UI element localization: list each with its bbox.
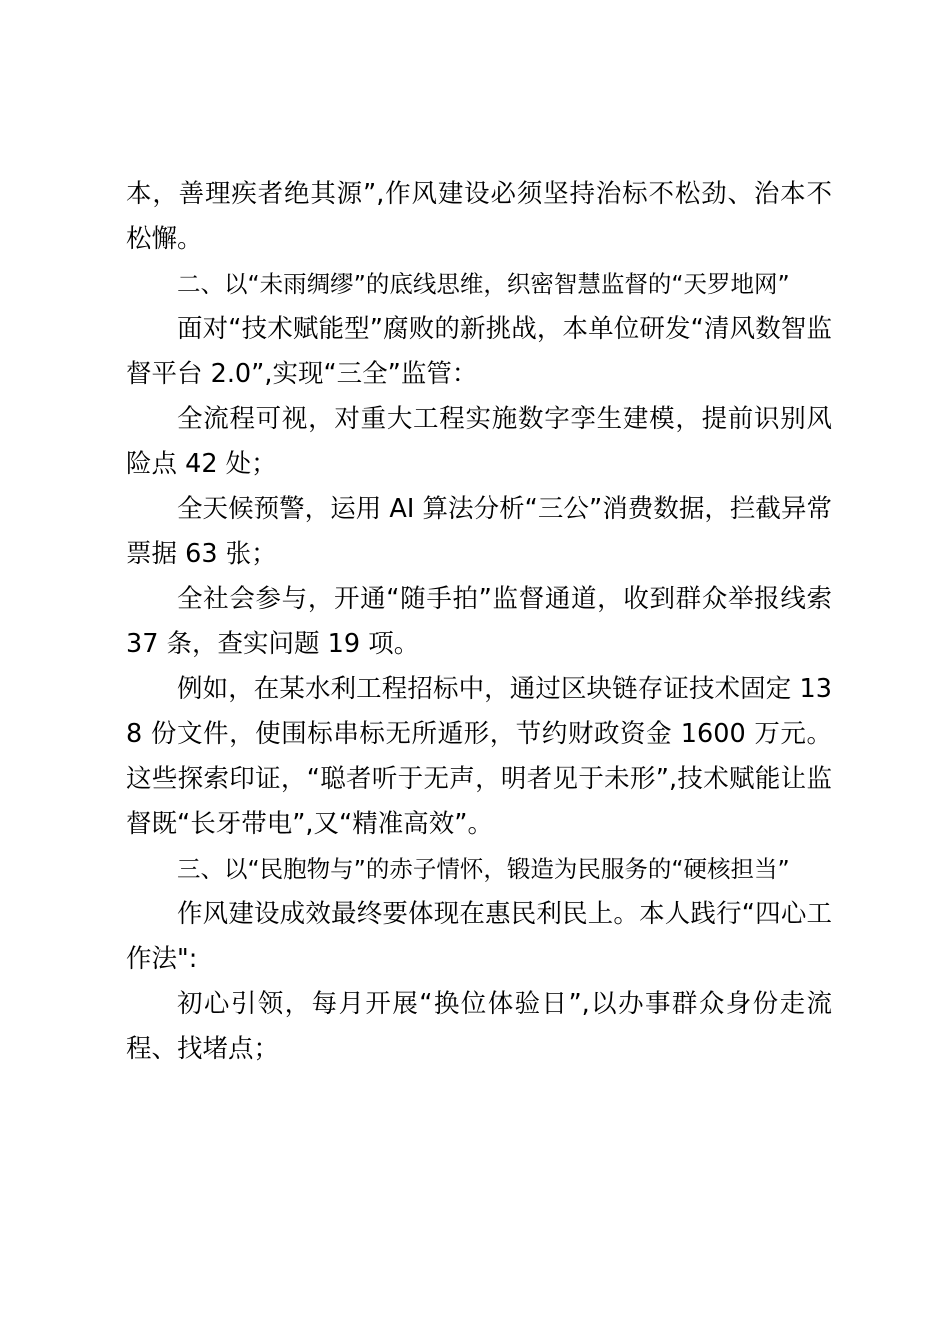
paragraph-public-participation: 全社会参与，开通“随手拍”监督通道，收到群众举报线索 37 条，查实问题 19 项。 [126, 584, 832, 659]
paragraph-full-process: 全流程可视，对重大工程实施数字孪生建模，提前识别风险点 42 处； [126, 404, 832, 479]
paragraph-four-hearts: 作风建设成效最终要体现在惠民利民上。本人践行“四心工作法": [126, 899, 832, 974]
paragraph-continuation: 本，善理疾者绝其源”,作风建设必须坚持治标不松劲、治本不松懈。 [126, 179, 832, 254]
paragraph-all-weather: 全天候预警，运用 AI 算法分析“三公”消费数据，拦截异常票据 63 张； [126, 494, 832, 569]
paragraph-original-heart: 初心引领，每月开展“换位体验日”,以办事群众身份走流程、找堵点； [126, 989, 832, 1064]
paragraph-platform: 面对“技术赋能型”腐败的新挑战，本单位研发“清风数智监督平台 2.0”,实现“三全”监管： [126, 314, 832, 389]
document-page [126, 172, 832, 1072]
section-heading-three: 三、以“民胞物与”的赤子情怀，锻造为民服务的“硬核担当” [177, 855, 790, 883]
section-heading-two: 二、以“未雨绸缪”的底线思维，织密智慧监督的“天罗地网” [177, 270, 790, 298]
paragraph-example: 例如，在某水利工程招标中，通过区块链存证技术固定 138 份文件，使围标串标无所遁形，节约财政资金 1600 万元。这些探索印证，“聪者听于无声，明者见于未形”,技术赋能让监督既“长牙带电”,又“精准高效”。 [126, 674, 832, 839]
